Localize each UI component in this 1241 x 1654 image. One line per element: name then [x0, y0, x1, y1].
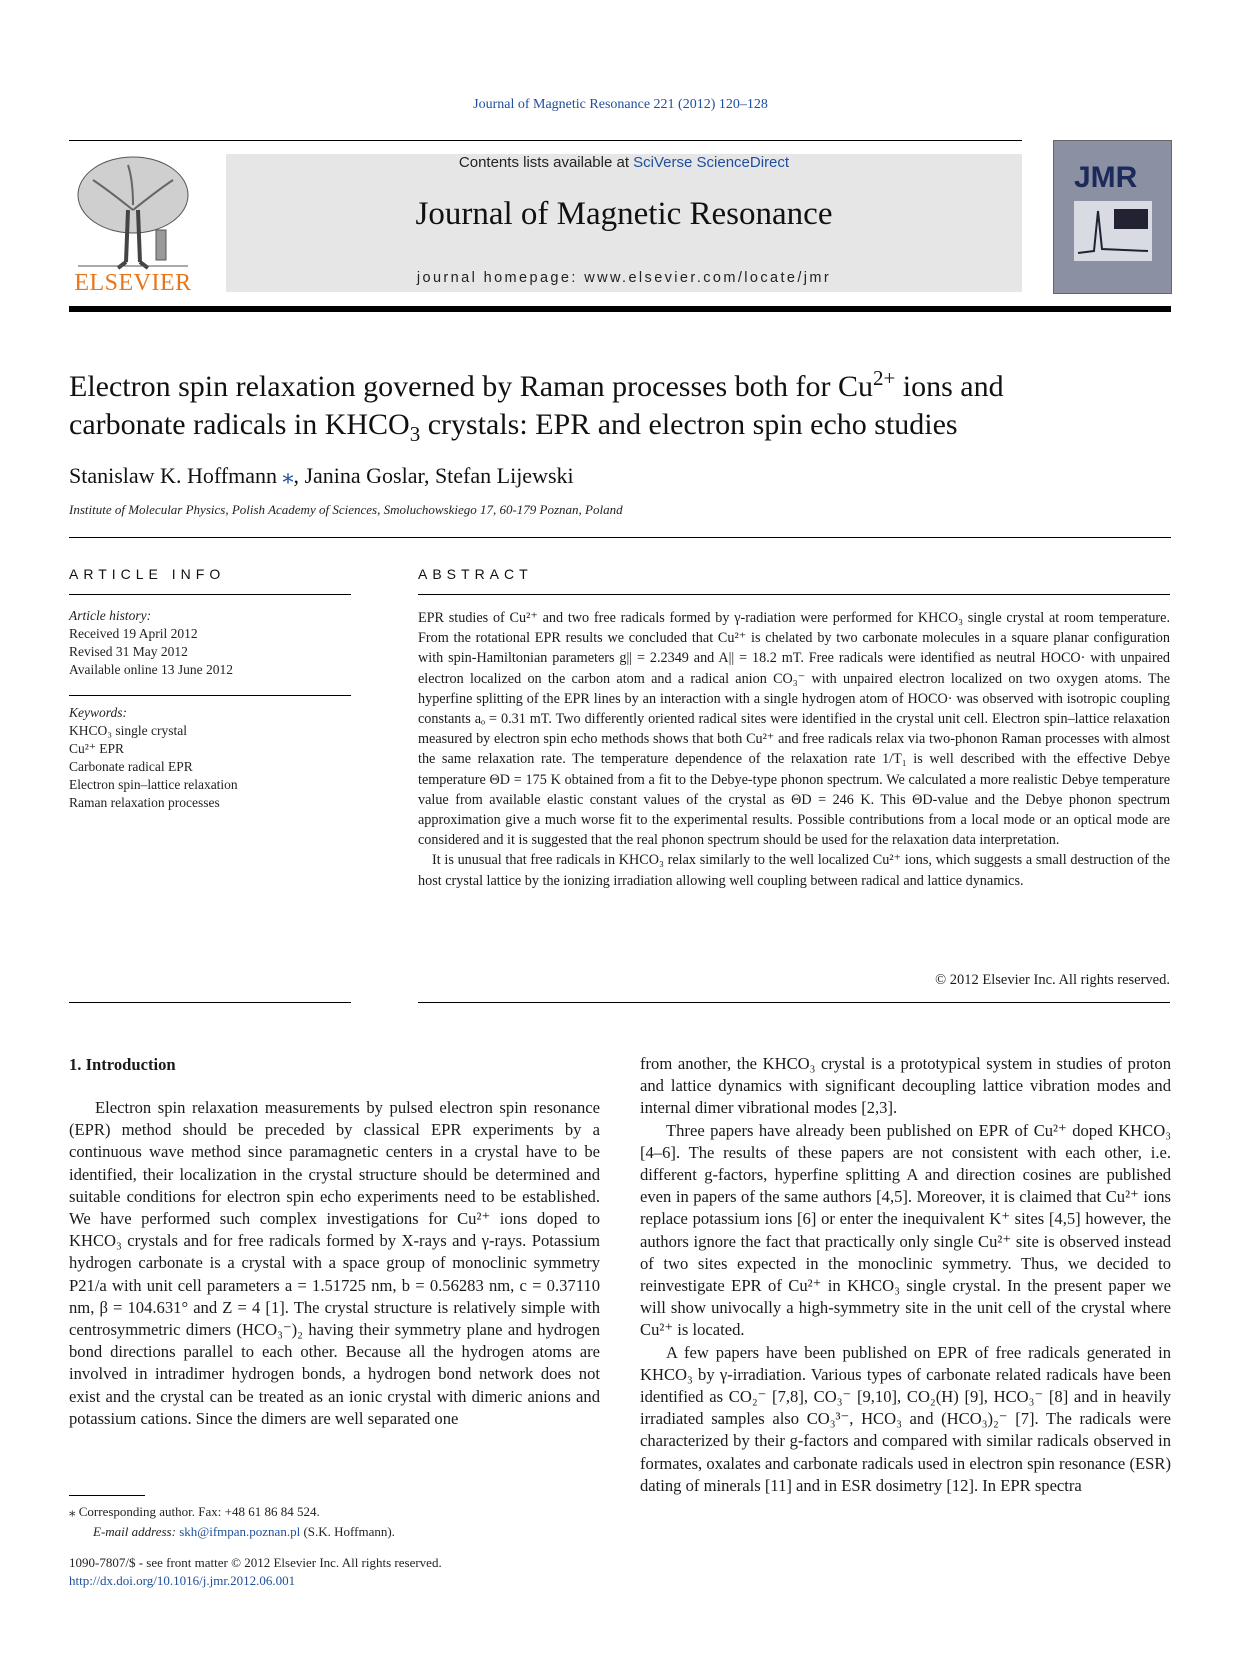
info-bottom-rule: [69, 1002, 351, 1003]
abstract-bottom-rule: [418, 1002, 1170, 1003]
body-paragraph: A few papers have been published on EPR of free radicals generated in KHCO₃ by γ-irradiation. Various types of carbonate related radicals have been identified as CO₂⁻ [7,8], CO₃⁻ [9,10], CO₂(H) [9], HCO₃⁻ [8] and in heavily irradiated samples also CO₃³⁻, HCO₃ and (HCO₃)₂⁻ [7]. The radicals were characterized by their g-factors and compared with similar radicals observed in formates, oxalates and carbonate radicals used in electron spin resonance (ESR) dating of minerals [11] and in ESR dosimetry [12]. In EPR spectra: [640, 1342, 1171, 1495]
affiliation: Institute of Molecular Physics, Polish Academy of Sciences, Smoluchowskiego 17, 60-179 Poznan, Poland: [69, 502, 623, 517]
authors-rest: , Janina Goslar, Stefan Lijewski: [293, 463, 574, 488]
abstract-rule: [418, 594, 1170, 595]
issn-doi: 1090-7807/$ - see front matter © 2012 Elsevier Inc. All rights reserved. http://dx.doi.org/10.1016/j.jmr.2012.06.001: [69, 1555, 442, 1588]
title-rule: [69, 537, 1171, 538]
footnote-rule: [69, 1495, 145, 1496]
abstract-paragraph: It is unusual that free radicals in KHCO₃ relax similarly to the well localized Cu²⁺ ions, which suggests a small destruction of the host crystal lattice by the ionizing irradiation allowing well coupling between radical and lattice dynamics.: [418, 852, 1170, 889]
header-bottom-rule: [69, 306, 1171, 312]
keywords-rule: [69, 695, 351, 696]
corresponding-author-mark[interactable]: ⁎: [282, 463, 294, 488]
contents-line: [226, 154, 1022, 171]
body-paragraph: Three papers have already been published on EPR of Cu²⁺ doped KHCO₃ [4–6]. The results of these papers are not consistent with each other, i.e. different g-factors, hyperfine splitting A and direction cosines are published even in papers of the same authors [4,5]. Moreover, it is claimed that Cu²⁺ ions replace potassium ions [6] or enter the inequivalent K⁺ sites [4,5] however, the authors ignore the fact that practically only single Cu²⁺ site is observed instead of two sites expected in the monoclinic symmetry. Thus, we decided to reinvestigate EPR of Cu²⁺ in KHCO₃ single crystal. In the present paper we will show univocally a high-symmetry site in the unit cell of the crystal where Cu²⁺ is located.: [640, 1120, 1171, 1340]
journal-cover-thumbnail[interactable]: [1053, 140, 1172, 294]
journal-homepage[interactable]: journal homepage: www.elsevier.com/locate/jmr: [416, 270, 832, 286]
author-hoffmann[interactable]: Stanislaw K. Hoffmann: [69, 463, 277, 488]
journal-citation[interactable]: Journal of Magnetic Resonance 221 (2012) 120–128: [473, 97, 768, 112]
abstract-heading: ABSTRACT: [418, 566, 533, 582]
abstract-text: [418, 608, 1170, 891]
info-rule: [69, 594, 351, 595]
authors: [69, 463, 574, 489]
section-heading-introduction: 1. Introduction: [69, 1055, 176, 1074]
body-paragraph: from another, the KHCO₃ crystal is a prototypical system in studies of proton and lattice dynamics with significant decoupling lattice vibration modes and internal dimer vibrational modes [2,3].: [640, 1054, 1171, 1118]
body-paragraph: Electron spin relaxation measurements by pulsed electron spin resonance (EPR) method should be preceded by classical EPR experiments by a continuous wave method since paramagnetic centers in a crystal have to be identified, their localization in the crystal structure should be determined and suitable conditions for electron spin echo experiments need to be established. We have performed such complex investigations for Cu²⁺ ions doped to KHCO₃ crystals and for free radicals formed by X-rays and γ-rays. Potassium hydrogen carbonate is a crystal with a space group of monoclinic symmetry P21/a with unit cell parameters a = 1.51725 nm, b = 0.56283 nm, c = 0.37110 nm, β = 104.631° and Z = 4 [1]. The crystal structure is relatively simple with centrosymmetric dimers (HCO₃⁻)₂ having their symmetry plane and hydrogen bond directions parallel to each other. Because all the hydrogen atoms are involved in intradimer hydrogen bonds, a hydrogen bond network does not exist and the crystal can be treated as an ionic crystal with dimeric anions and potassium cations. Since the dimers are well separated one: [69, 1098, 600, 1428]
journal-title: Journal of Magnetic Resonance: [415, 196, 833, 232]
doi-link[interactable]: http://dx.doi.org/10.1016/j.jmr.2012.06.001: [69, 1573, 296, 1588]
contents-prefix: Contents lists available at: [458, 154, 634, 171]
article-info-heading: ARTICLE INFO: [69, 566, 226, 582]
cover-jmr-text: JMR: [1074, 161, 1138, 194]
intro-left-column: [69, 1097, 600, 1430]
elsevier-logo-text[interactable]: ELSEVIER: [74, 270, 192, 296]
keyword: Electron spin–lattice relaxation: [69, 777, 238, 792]
sciencedirect-link[interactable]: SciVerse ScienceDirect: [633, 154, 790, 171]
keywords: Keywords: KHCO₃ single crystal Cu²⁺ EPR Carbonate radical EPR Electron spin–lattice relaxation Raman relaxation processes: [69, 704, 351, 812]
abstract-copyright: © 2012 Elsevier Inc. All rights reserved.: [935, 972, 1170, 988]
keyword: Raman relaxation processes: [69, 795, 220, 810]
keyword: Cu²⁺ EPR: [69, 741, 125, 756]
intro-right-column: [640, 1053, 1171, 1497]
article-history: Article history: Received 19 April 2012 Revised 31 May 2012 Available online 13 June 2012: [69, 608, 233, 677]
abstract-paragraph: EPR studies of Cu²⁺ and two free radicals formed by γ-radiation were performed for KHCO₃ single crystal at room temperature. From the rotational EPR results we concluded that Cu²⁺ is chelated by two carbonate molecules in a square planar configuration with spin-Hamiltonian parameters g|| = 2.2349 and A|| = 18.2 mT. Free radicals were identified as neutral HOCO· with unpaired electron localized on the carbon atom and a radical anion CO₃⁻ with unpaired electron localized on two oxygen atoms. The hyperfine splitting of the EPR lines by an interaction with a single hydrogen atom of HOCO· was observed with isotropic coupling constants aₒ = 0.31 mT. Two differently oriented radical sites were identified in the crystal unit cell. Electron spin–lattice relaxation measured by electron spin echo methods shows that both Cu²⁺ and free radicals relax via two-phonon Raman processes with almost the same relaxation rate. The temperature dependence of the relaxation rate 1/T₁ is well described with the effective Debye temperature ΘD = 175 K obtained from a fit to the Debye-type phonon spectrum. We calculated a more realistic Debye temperature value from available elastic constant values of the crystal as ΘD = 246 K. This ΘD-value and the Debye phonon spectrum approximation give a much worse fit to the experimental results. Possible contributions from a local mode or an optical mode are considered and it is suggested that the real phonon spectrum should be used for the relaxation data interpretation.: [418, 610, 1170, 849]
keyword: Carbonate radical EPR: [69, 759, 193, 774]
cover-graphic-icon: [1074, 201, 1152, 261]
keyword: KHCO₃ single crystal: [69, 723, 187, 738]
article-title: Electron spin relaxation governed by Raman processes both for $Cu^{2+}$ ions and carbonate radicals in $KHCO_3$ crystals: EPR and electron spin echo studies: [69, 366, 1004, 446]
author-email-link[interactable]: skh@ifmpan.poznan.pl: [179, 1524, 301, 1539]
header-top-rule: [69, 140, 1022, 141]
corresponding-footnote: ⁎ Corresponding author. Fax: +48 61 86 84 524. E-mail address: skh@ifmpan.poznan.pl (S.K. Hoffmann).: [69, 1504, 395, 1539]
